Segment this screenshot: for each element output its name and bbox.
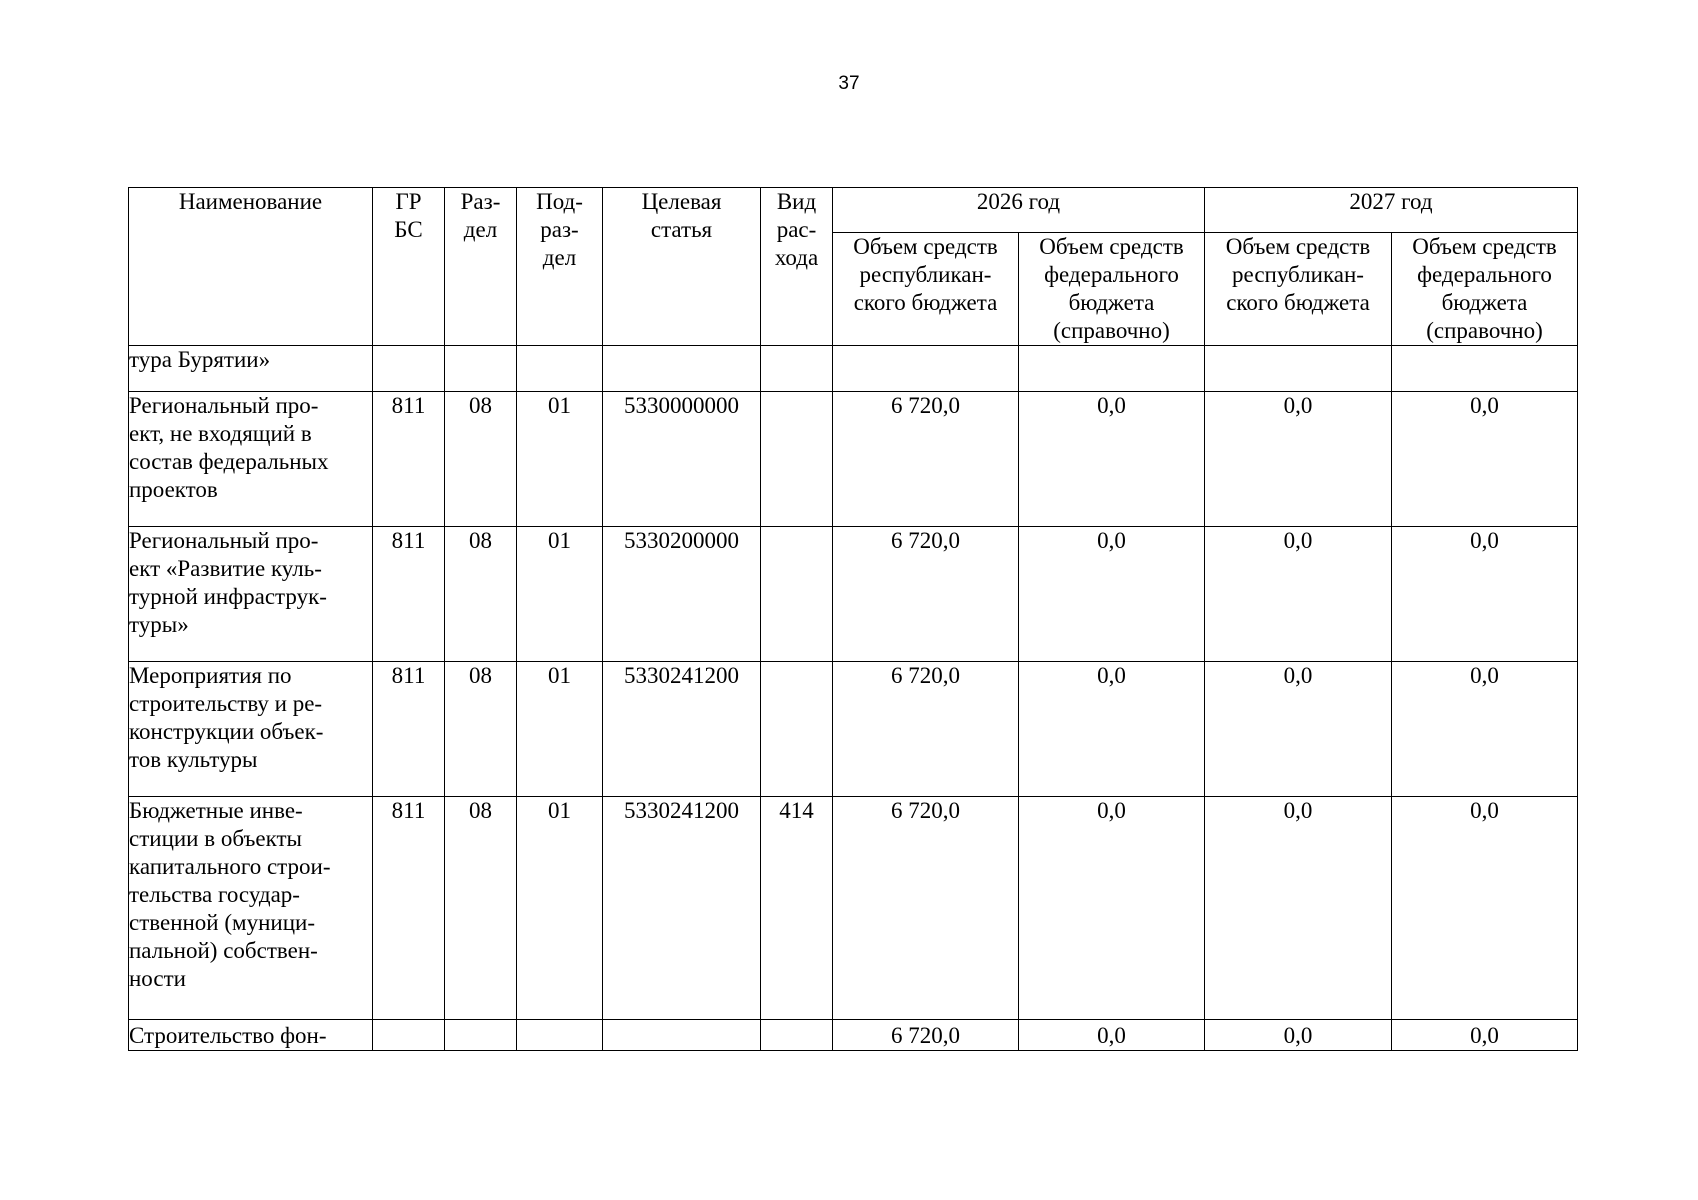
cell-celevaya (603, 1020, 761, 1051)
header-year-2026: 2026 год (833, 188, 1205, 233)
budget-table (128, 187, 1578, 1051)
cell-grbs: 811 (373, 662, 445, 797)
cell-2026-republic: 6 720,0 (833, 527, 1019, 662)
cell-2027-republic: 0,0 (1205, 392, 1392, 527)
cell-celevaya: 5330241200 (603, 797, 761, 1020)
cell-name-text: Региональный про- ект «Развитие куль- турной инфраструк- туры» (129, 528, 327, 637)
cell-2027-republic: 0,0 (1205, 662, 1392, 797)
cell-name-text: Мероприятия по строительству и ре- конструкции объек- тов культуры (129, 663, 324, 772)
cell-name (129, 527, 373, 662)
table-row (129, 346, 1578, 392)
table-row (129, 392, 1578, 527)
cell-2026-federal: 0,0 (1019, 662, 1205, 797)
header-2026-republic (833, 233, 1019, 346)
cell-2027-federal: 0,0 (1392, 797, 1578, 1020)
cell-grbs: 811 (373, 527, 445, 662)
cell-grbs (373, 346, 445, 392)
cell-vid (761, 527, 833, 662)
cell-celevaya: 5330241200 (603, 662, 761, 797)
cell-vid (761, 662, 833, 797)
cell-name (129, 346, 373, 392)
cell-2026-federal: 0,0 (1019, 392, 1205, 527)
header-vid-text: Вид рас- хода (774, 189, 819, 270)
cell-name-text: тура Бурятии» (129, 347, 271, 372)
cell-name (129, 662, 373, 797)
cell-2027-federal: 0,0 (1392, 662, 1578, 797)
cell-2027-federal: 0,0 (1392, 392, 1578, 527)
header-razdel-text: Раз- дел (460, 189, 501, 242)
cell-name (129, 797, 373, 1020)
cell-2027-federal (1392, 346, 1578, 392)
header-grbs (373, 188, 445, 346)
cell-podrazdel: 01 (517, 392, 603, 527)
header-year-2027: 2027 год (1205, 188, 1578, 233)
cell-podrazdel: 01 (517, 662, 603, 797)
table-row (129, 1020, 1578, 1051)
header-podrazdel (517, 188, 603, 346)
cell-podrazdel (517, 346, 603, 392)
cell-2026-federal: 0,0 (1019, 1020, 1205, 1051)
cell-2026-republic: 6 720,0 (833, 797, 1019, 1020)
table-row (129, 527, 1578, 662)
cell-podrazdel (517, 1020, 603, 1051)
cell-2026-federal (1019, 346, 1205, 392)
cell-vid (761, 1020, 833, 1051)
cell-celevaya: 5330200000 (603, 527, 761, 662)
header-2027-federal: Объем средств федерального бюджета (справочно) (1392, 233, 1578, 346)
cell-razdel (445, 346, 517, 392)
cell-2027-federal: 0,0 (1392, 1020, 1578, 1051)
cell-name-text: Строительство фон- (129, 1023, 327, 1048)
header-celevaya-text: Целевая статья (641, 189, 722, 242)
cell-2027-republic: 0,0 (1205, 1020, 1392, 1051)
page-number: 37 (838, 73, 860, 94)
cell-vid (761, 346, 833, 392)
cell-razdel: 08 (445, 527, 517, 662)
cell-2027-republic: 0,0 (1205, 797, 1392, 1020)
cell-2026-republic: 6 720,0 (833, 662, 1019, 797)
header-grbs-text: ГР БС (394, 189, 423, 242)
cell-2027-federal: 0,0 (1392, 527, 1578, 662)
header-razdel (445, 188, 517, 346)
header-2027-republic-text: Объем средств республикан- ского бюджета (1225, 234, 1371, 315)
cell-2026-federal: 0,0 (1019, 797, 1205, 1020)
cell-grbs: 811 (373, 392, 445, 527)
cell-podrazdel: 01 (517, 527, 603, 662)
table-row (129, 797, 1578, 1020)
cell-vid: 414 (761, 797, 833, 1020)
header-podrazdel-text: Под- раз- дел (536, 189, 583, 270)
cell-razdel: 08 (445, 392, 517, 527)
header-name: Наименование (129, 188, 373, 346)
cell-name-text: Бюджетные инве- стиции в объекты капитального строи- тельства государ- ственной (муници- пальной) собствен- ности (129, 798, 331, 991)
header-vid (761, 188, 833, 346)
cell-2026-republic: 6 720,0 (833, 1020, 1019, 1051)
cell-name (129, 1020, 373, 1051)
cell-razdel: 08 (445, 662, 517, 797)
cell-2027-republic (1205, 346, 1392, 392)
cell-grbs (373, 1020, 445, 1051)
header-2026-federal: Объем средств федерального бюджета (справочно) (1019, 233, 1205, 346)
cell-razdel (445, 1020, 517, 1051)
cell-2026-republic (833, 346, 1019, 392)
cell-razdel: 08 (445, 797, 517, 1020)
cell-2026-republic: 6 720,0 (833, 392, 1019, 527)
cell-2027-republic: 0,0 (1205, 527, 1392, 662)
cell-2026-federal: 0,0 (1019, 527, 1205, 662)
cell-name (129, 392, 373, 527)
cell-name-text: Региональный про- ект, не входящий в состав федеральных проектов (129, 393, 329, 502)
header-2027-republic (1205, 233, 1392, 346)
cell-celevaya: 5330000000 (603, 392, 761, 527)
cell-vid (761, 392, 833, 527)
table-row (129, 662, 1578, 797)
header-celevaya (603, 188, 761, 346)
cell-podrazdel: 01 (517, 797, 603, 1020)
cell-grbs: 811 (373, 797, 445, 1020)
cell-celevaya (603, 346, 761, 392)
header-2026-republic-text: Объем средств республикан- ского бюджета (853, 234, 998, 315)
